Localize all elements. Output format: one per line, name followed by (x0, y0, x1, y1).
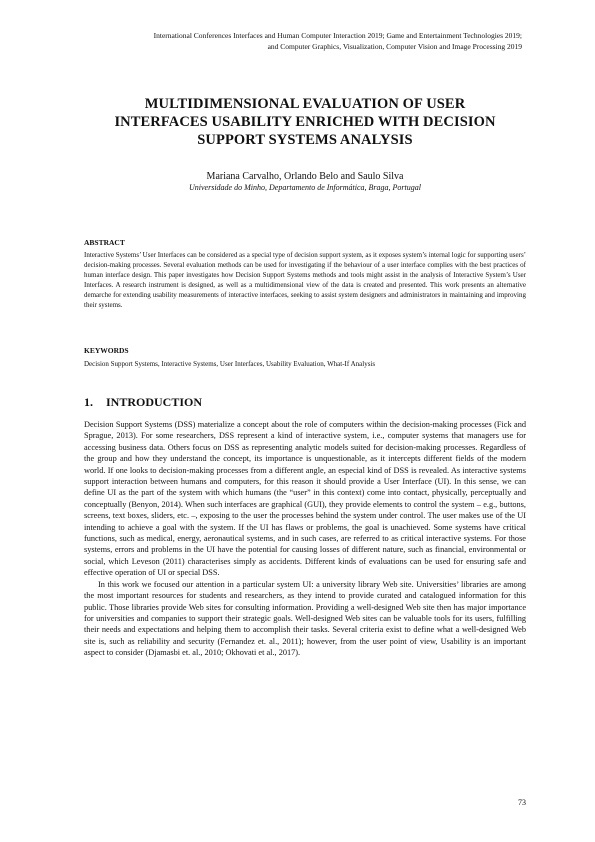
page-number: 73 (518, 798, 526, 807)
abstract-paragraph: Interactive Systems’ User Interfaces can be considered as a special type of decision support system, as it exposes system’s internal logic for supporting users’ decision-making processes. Several evaluation methods can be used for investigating if the behaviour of a user interface complies with the best practices of human interface design. This paper investigates how Decision Support Systems methods and tools might assist in the analysis of Interactive System’s User Interfaces. A research instrument is designed, as well as a multidimensional view of the data is created and presented. This work presents an alternative demarche for extending usability measurements of interactive interfaces, seeking to assist system designers and administrators in maintaining and improving their systems. (84, 251, 526, 309)
running-head-line-2: and Computer Graphics, Visualization, Computer Vision and Image Processing 2019 (267, 42, 522, 51)
introduction-paragraph-1: Decision Support Systems (DSS) materialize a concept about the role of computers within the decision-making processes (Fick and Sprague, 2013). For some researchers, DSS represent a kind of interactive system, i.e., computer systems that managers use for accessing business data. Others focus on DSS as representing analytic models suited for decision-making processes. Regardless of the group and how they understand the concept, its importance is unquestionable, as it intercepts different fields of the modern world. If one looks to decision-making processes from a different angle, an especial kind of DSS is revealed. As interactive systems support interaction between humans and computers, for this reason it should provide a User Interface (UI). In this sense, we can define UI as the part of the system with which humans (the “user” in this context) come into contact, physically, perceptually and conceptually (Benyon, 2014). When such interfaces are graphical (GUI), they provide elements to control the system – e.g., buttons, screens, text boxes, sliders, etc. –, exposing to the user the processes behind the system under control. The user makes use of the UI intending to achieve a goal with the system. If the UI has flaws or problems, the goal is unachieved. Some systems have critical functions, such as medical, energy, aeronautical systems, and in such cases, are referred to as critical interactive systems. For those systems, errors and problems in the UI have the potential for causing losses of different nature, such as financial, environmental or social, which Leveson (2011) characterises simply as accidents. Different kinds of evaluations can be used for ensuring safe and effective operation of UI or special DSS. (84, 420, 526, 578)
introduction-body (84, 419, 526, 659)
title-line-3: SUPPORT SYSTEMS ANALYSIS (197, 132, 413, 148)
running-head (60, 30, 522, 52)
running-head-line-1: International Conferences Interfaces and Human Computer Interaction 2019; Game and Entertainment Technologies 2019; (153, 31, 522, 40)
introduction-paragraph-2: In this work we focused our attention in a particular system UI: a university library Web site. Universities’ libraries are among the most important resources for students and researchers, as they intend to provide curated and catalogued information for this public. Those libraries provide Web sites for consulting information. Providing a well-designed Web site then has major importance for universities and companies to support their strategic goals. Well-designed Web sites can be valuable tools for its users, fulfilling their needs and expectations and helping them to accomplish their tasks. Several criteria exist to define what a well-designed Web site is, such as reliability and security (Fernandez et. al., 2011); however, from the user point of view, Usability is an important aspect to consider (Djamasbi et. al., 2010; Okhovati et al., 2017). (84, 579, 526, 658)
paper-title (60, 95, 550, 149)
keywords-heading: KEYWORDS (84, 346, 129, 355)
abstract-heading: ABSTRACT (84, 238, 125, 247)
section-title: INTRODUCTION (106, 395, 203, 409)
affiliation: Universidade do Minho, Departamento de Informática, Braga, Portugal (189, 183, 421, 192)
section-heading-introduction (84, 394, 202, 410)
abstract-body (84, 251, 526, 310)
section-number: 1. (84, 395, 93, 409)
title-line-1: MULTIDIMENSIONAL EVALUATION OF USER (144, 96, 466, 112)
title-line-2: INTERFACES USABILITY ENRICHED WITH DECISION (114, 114, 496, 130)
authors: Mariana Carvalho, Orlando Belo and Saulo Silva (206, 171, 404, 182)
keywords-list: Decision Support Systems, Interactive Systems, User Interfaces, Usability Evaluation, What-If Analysis (84, 360, 376, 368)
